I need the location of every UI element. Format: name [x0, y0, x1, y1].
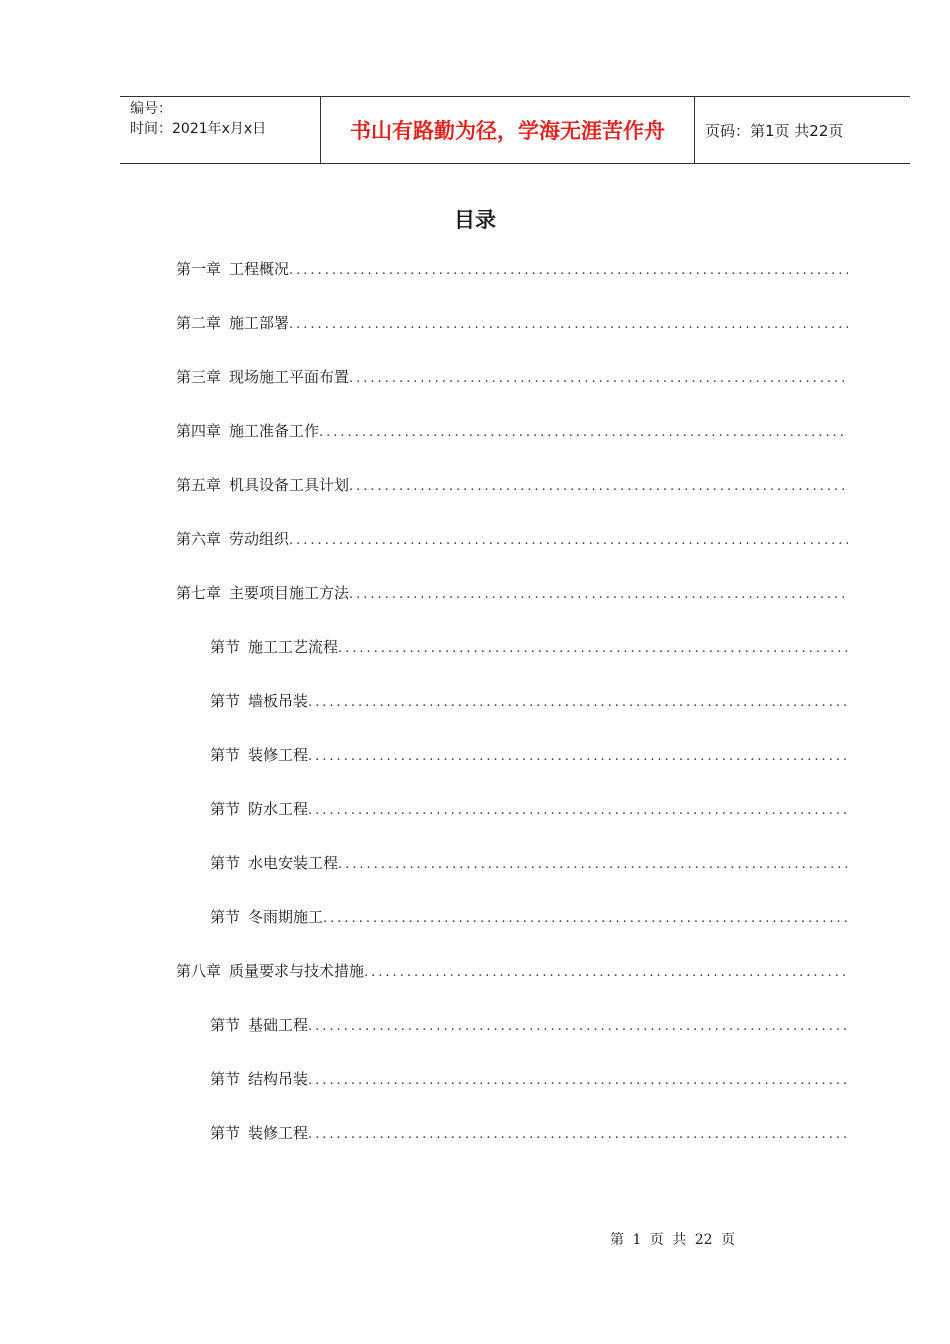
toc-item-label: 质量要求与技术措施 — [229, 962, 365, 980]
document-header — [120, 96, 910, 164]
page-footer: 第 1 页 共 22 页 — [610, 1232, 735, 1248]
toc-item-label: 主要项目施工方法 — [229, 584, 350, 602]
toc-chapter-item[interactable] — [176, 960, 848, 988]
toc-section-item[interactable] — [210, 798, 848, 826]
toc-dot-leader — [289, 533, 848, 548]
toc-item-number: 第七章 — [176, 584, 222, 602]
toc-item-number: 第节 — [210, 638, 241, 656]
page-info-text: 页码：第1页 共22页 — [705, 121, 844, 140]
toc-item-number: 第节 — [210, 746, 241, 764]
toc-dot-leader — [349, 587, 848, 602]
toc-item-number: 第四章 — [176, 422, 222, 440]
toc-item-label: 劳动组织 — [229, 530, 290, 548]
page-title: 目录 — [454, 208, 496, 232]
toc-item-label: 现场施工平面布置 — [229, 368, 350, 386]
toc-chapter-item[interactable] — [176, 258, 848, 286]
toc-chapter-item[interactable] — [176, 420, 848, 448]
toc-dot-leader — [308, 803, 848, 818]
toc-dot-leader — [364, 965, 848, 980]
toc-dot-leader — [308, 1019, 848, 1034]
toc-item-number: 第节 — [210, 692, 241, 710]
header-meta — [120, 97, 321, 163]
toc-dot-leader — [349, 371, 848, 386]
toc-item-label: 防水工程 — [248, 800, 309, 818]
toc-item-label: 施工准备工作 — [229, 422, 320, 440]
toc-item-number: 第节 — [210, 1124, 241, 1142]
toc-item-label: 墙板吊装 — [248, 692, 309, 710]
toc-section-item[interactable] — [210, 744, 848, 772]
toc-item-number: 第二章 — [176, 314, 222, 332]
toc-dot-leader — [349, 479, 848, 494]
toc-item-label: 冬雨期施工 — [248, 908, 324, 926]
toc-item-label: 基础工程 — [248, 1016, 309, 1034]
toc-item-number: 第八章 — [176, 962, 222, 980]
toc-item-label: 施工工艺流程 — [248, 638, 339, 656]
toc-chapter-item[interactable] — [176, 312, 848, 340]
toc-dot-leader — [319, 425, 848, 440]
toc-item-label: 水电安装工程 — [248, 854, 339, 872]
toc-item-number: 第节 — [210, 1016, 241, 1034]
toc-item-number: 第节 — [210, 908, 241, 926]
toc-chapter-item[interactable] — [176, 474, 848, 502]
toc-dot-leader — [289, 263, 848, 278]
toc-chapter-item[interactable] — [176, 528, 848, 556]
toc-item-number: 第节 — [210, 854, 241, 872]
time-label: 时间：2021年x月x日 — [130, 121, 267, 137]
toc-item-label: 施工部署 — [229, 314, 290, 332]
toc-item-number: 第三章 — [176, 368, 222, 386]
toc-section-item[interactable] — [210, 1014, 848, 1042]
toc-section-item[interactable] — [210, 690, 848, 718]
serial-label: 编号： — [130, 101, 172, 117]
toc-dot-leader — [289, 317, 848, 332]
toc-item-label: 装修工程 — [248, 746, 309, 764]
toc-dot-leader — [308, 1073, 848, 1088]
toc-item-number: 第节 — [210, 1070, 241, 1088]
motto-text: 书山有路勤为径，学海无涯苦作舟 — [350, 119, 665, 143]
header-page-info — [695, 97, 910, 163]
toc-chapter-item[interactable] — [176, 366, 848, 394]
toc-dot-leader — [308, 695, 848, 710]
toc-section-item[interactable] — [210, 1068, 848, 1096]
toc-section-item[interactable] — [210, 906, 848, 934]
toc-item-label: 结构吊装 — [248, 1070, 309, 1088]
toc-chapter-item[interactable] — [176, 582, 848, 610]
toc-item-number: 第一章 — [176, 260, 222, 278]
toc-section-item[interactable] — [210, 636, 848, 664]
toc-dot-leader — [338, 857, 848, 872]
toc-dot-leader — [308, 749, 848, 764]
toc-item-number: 第节 — [210, 800, 241, 818]
toc-section-item[interactable] — [210, 1122, 848, 1150]
toc-item-number: 第五章 — [176, 476, 222, 494]
toc-dot-leader — [308, 1127, 848, 1142]
toc-item-label: 装修工程 — [248, 1124, 309, 1142]
toc-item-label: 工程概况 — [229, 260, 290, 278]
toc-section-item[interactable] — [210, 852, 848, 880]
header-motto — [321, 97, 695, 163]
toc-item-number: 第六章 — [176, 530, 222, 548]
toc-item-label: 机具设备工具计划 — [229, 476, 350, 494]
toc-dot-leader — [323, 911, 848, 926]
toc-dot-leader — [338, 641, 848, 656]
